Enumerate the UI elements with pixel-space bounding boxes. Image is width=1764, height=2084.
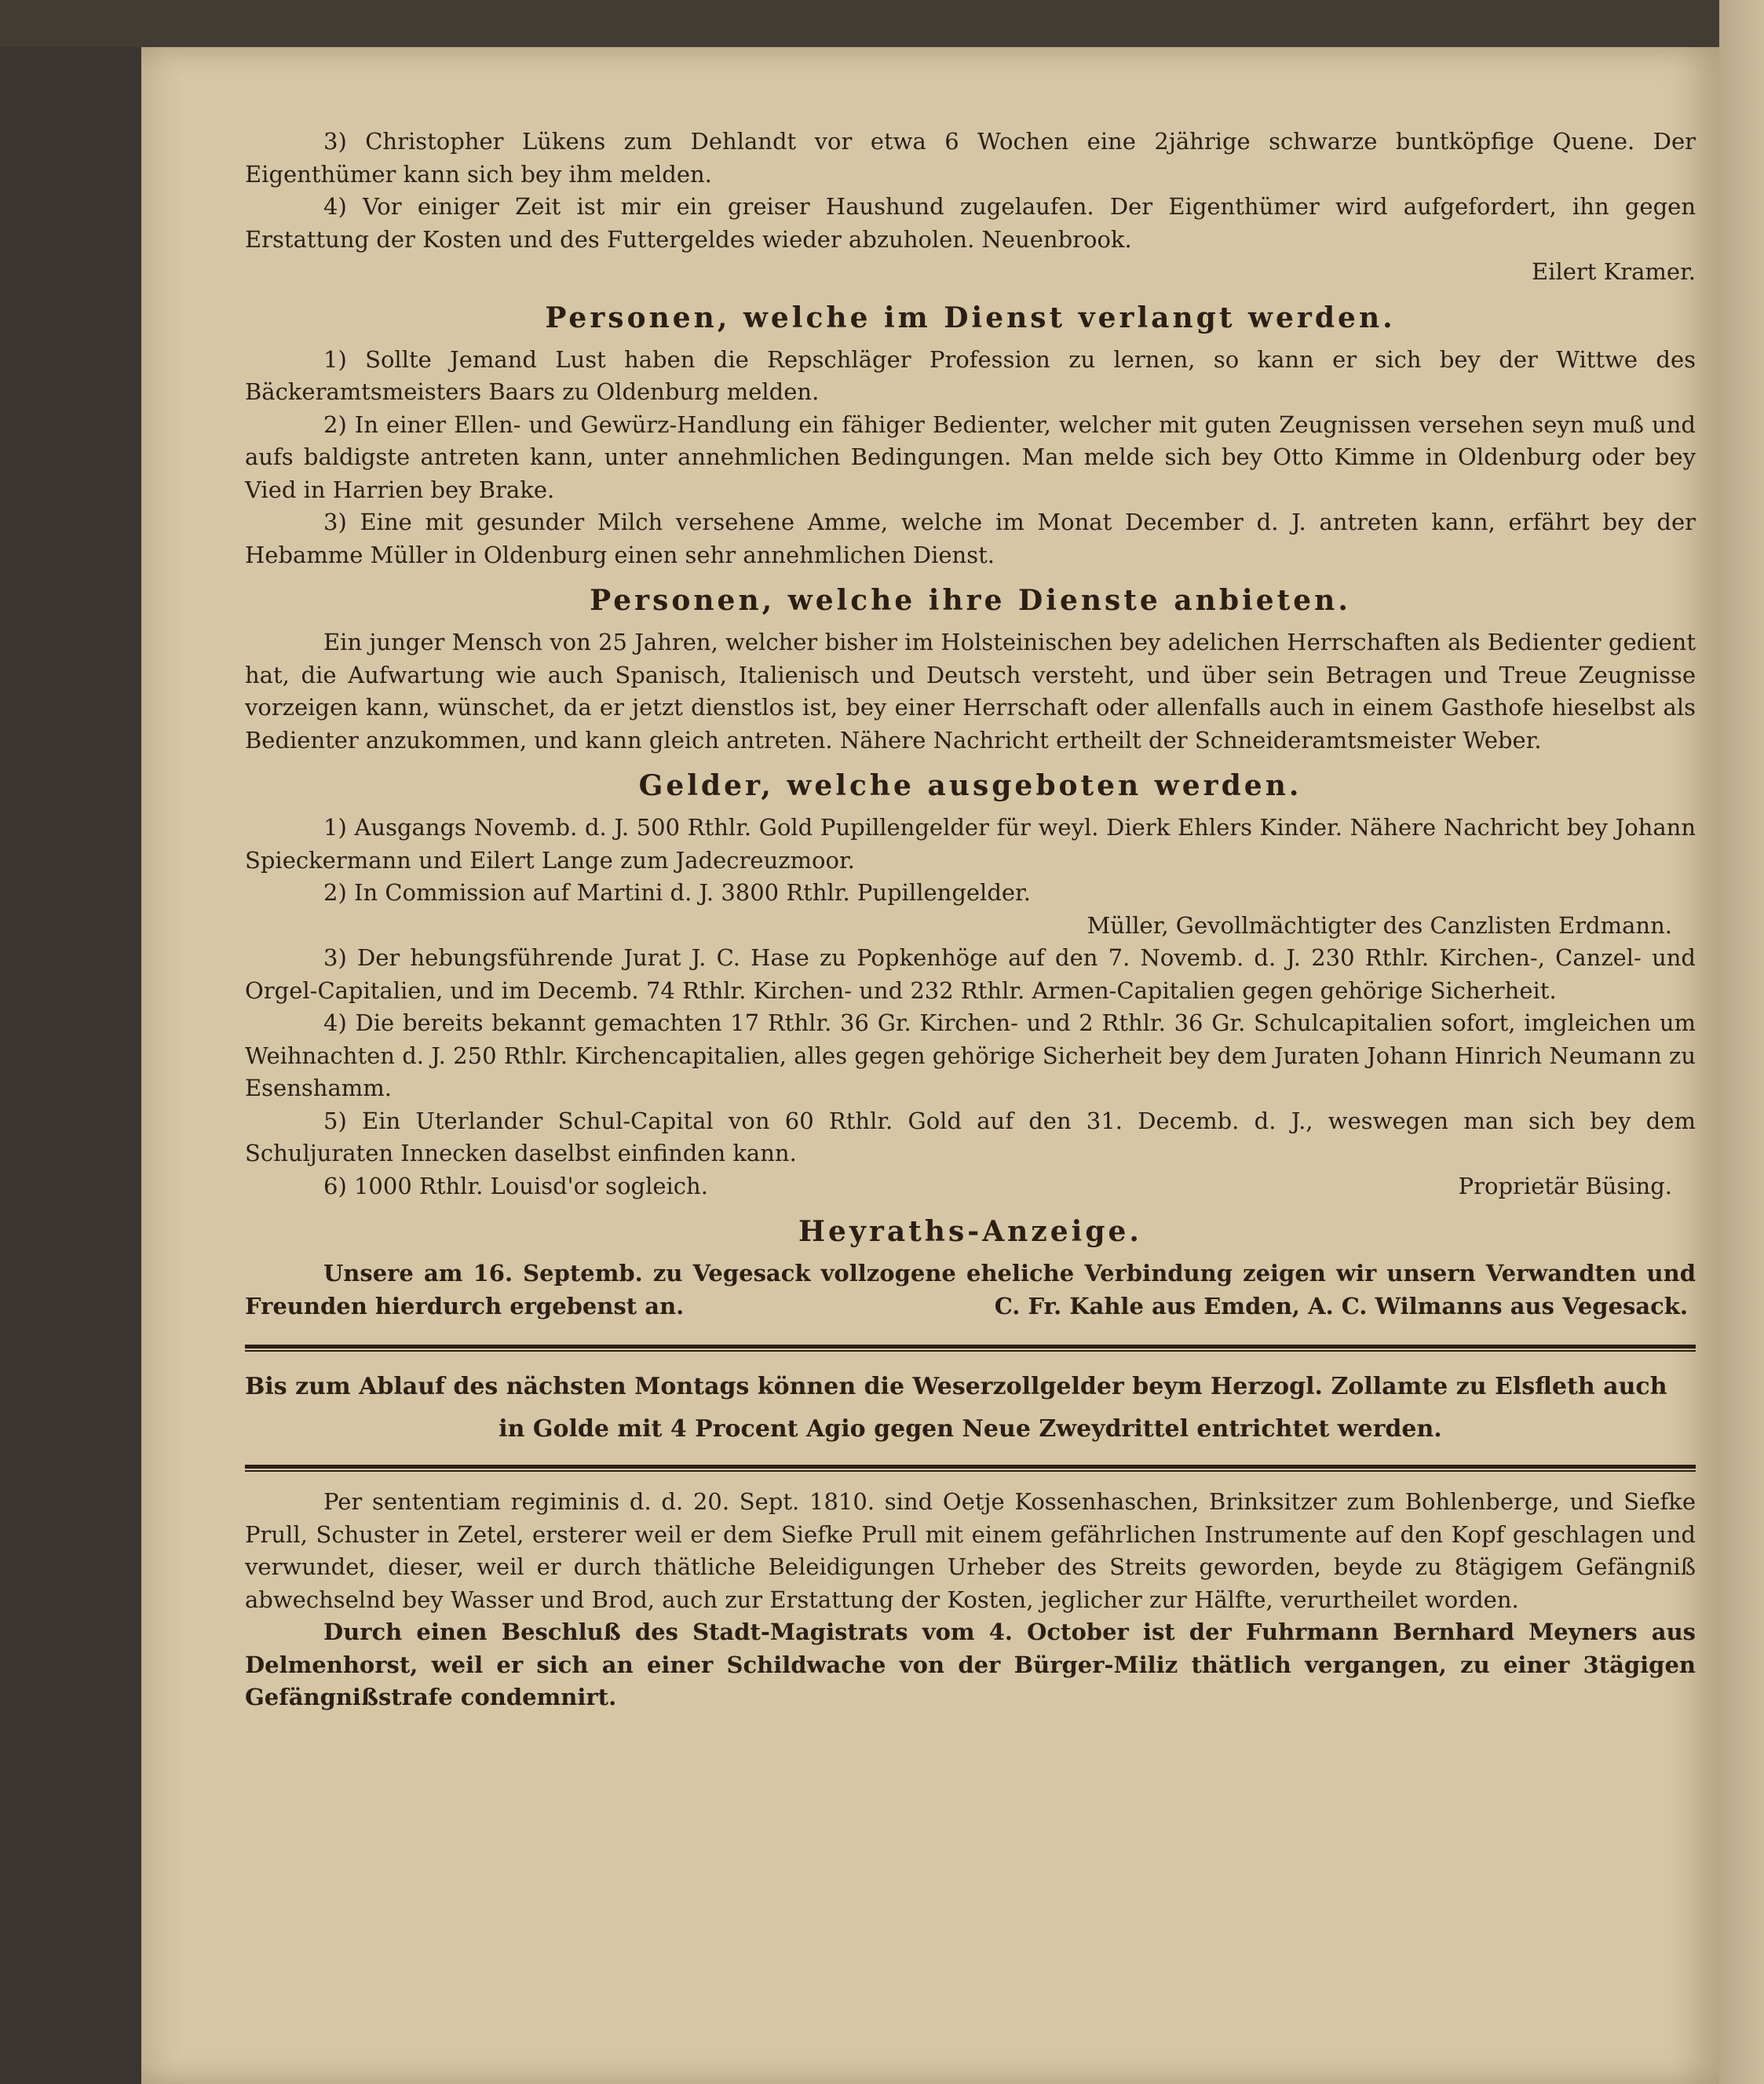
heading-marriage: Heyraths-Anzeige. <box>798 1215 1142 1248</box>
wanted-item-3: 3) Eine mit gesunder Milch versehene Amme, welche im Monat December d. J. antreten kann, erfährt bey der Hebamme Müller in Oldenburg einen sehr annehmlichen Dienst. <box>245 509 1696 568</box>
divider-thick-top <box>245 1345 1696 1349</box>
divider-thin-bottom <box>245 1470 1696 1472</box>
marriage-signature: C. Fr. Kahle aus Emden, A. C. Wilmanns aus Vegesack. <box>994 1292 1688 1319</box>
divider-thin-top <box>245 1350 1696 1352</box>
heading-wanted: Personen, welche im Dienst verlangt werden. <box>545 301 1396 334</box>
next-page-edge <box>1719 0 1764 2084</box>
lost-found-item-4-signature: Eilert Kramer. <box>1532 258 1696 285</box>
marriage-text <box>245 1257 1696 1323</box>
marriage-announcement: Unsere am 16. Septemb. zu Vegesack vollzogene eheliche Verbindung zeigen wir unsern Verwandten und Freunden hierdurch ergebenst an. <box>245 1260 1696 1319</box>
lost-found-item-4-text: 4) Vor einiger Zeit ist mir ein greiser Haushund zugelaufen. Der Eigenthümer wird aufgefordert, ihn gegen Erstattung der Kosten und des Futtergeldes wieder abzuholen. Neuenbrook. <box>245 193 1696 253</box>
money-item-6-signature: Proprietär Büsing. <box>1458 1172 1672 1199</box>
divider-thick-bottom <box>245 1465 1696 1469</box>
money-item-5: 5) Ein Uterlander Schul-Capital von 60 Rthlr. Gold auf den 31. Decemb. d. J., weswegen man sich bey dem Schuljuraten Innecken daselbst einfinden kann. <box>245 1107 1696 1166</box>
verdict-paragraph-1: Per sententiam regiminis d. d. 20. Sept. 1810. sind Oetje Kossenhaschen, Brinksitzer zum Bohlenberge, und Siefke Prull, Schuster in Zetel, ersterer weil er dem Siefke Prull mit einem gefährlichen Instrumente auf den Kopf geschlagen und verwundet, dieser, weil er durch thätliche Beleidigungen Urheber des Streits geworden, beyde zu 8tägigem Gefängniß abwechselnd bey Wasser und Brod, auch zur Erstattung der Kosten, jeglicher zur Hälfte, verurtheilet worden. <box>245 1488 1696 1613</box>
page-content <box>245 126 1696 1714</box>
heading-offering: Personen, welche ihre Dienste anbieten. <box>590 584 1351 617</box>
lost-found-item-3: 3) Christopher Lükens zum Dehlandt vor etwa 6 Wochen eine 2jährige schwarze buntköpfige Quene. Der Eigenthümer kann sich bey ihm melden. <box>245 128 1696 188</box>
wanted-item-2: 2) In einer Ellen- und Gewürz-Handlung ein fähiger Bedienter, welcher mit guten Zeugnissen versehen seyn muß und aufs baldigste antreten kann, unter annehmlichen Bedingungen. Man melde sich bey Otto Kimme in Oldenburg oder bey Vied in Harrien bey Brake. <box>245 411 1696 503</box>
money-item-4: 4) Die bereits bekannt gemachten 17 Rthlr. 36 Gr. Kirchen- und 2 Rthlr. 36 Gr. Schulcapitalien sofort, imgleichen um Weihnachten d. J. 250 Rthlr. Kirchencapitalien, alles gegen gehörige Sicherheit bey dem Juraten Johann Hinrich Neumann zu Esenshamm. <box>245 1009 1696 1101</box>
money-item-3: 3) Der hebungsführende Jurat J. C. Hase zu Popkenhöge auf den 7. Novemb. d. J. 230 Rthlr. Kirchen-, Canzel- und Orgel-Capitalien, und im Decemb. 74 Rthlr. Kirchen- und 232 Rthlr. Armen-Capitalien gegen gehörige Sicherheit. <box>245 944 1696 1004</box>
money-item-2-signature: Müller, Gevollmächtigter des Canzlisten Erdmann. <box>1087 911 1672 939</box>
scan-background <box>0 0 1764 47</box>
lost-found-item-4 <box>245 191 1696 289</box>
verdict-paragraph-2: Durch einen Beschluß des Stadt-Magistrats vom 4. October ist der Fuhrmann Bernhard Meyners aus Delmenhorst, weil er sich an einer Schildwache von der Bürger-Miliz thätlich vergangen, zu einer 3tägigen Gefängnißstrafe condemnirt. <box>245 1619 1696 1710</box>
money-item-2: 2) In Commission auf Martini d. J. 3800 Rthlr. Pupillengelder. <box>323 879 1031 906</box>
notice-line-2: in Golde mit 4 Procent Agio gegen Neue Zweydrittel entrichtet werden. <box>499 1415 1442 1443</box>
heading-money: Gelder, welche ausgeboten werden. <box>638 769 1302 802</box>
offering-text: Ein junger Mensch von 25 Jahren, welcher bisher im Holsteinischen bey adelichen Herrschaften als Bedienter gedient hat, die Aufwartung wie auch Spanisch, Italienisch und Deutsch versteht, und über sein Betragen und Treue Zeugnisse vorzeigen kann, wünschet, da er jetzt dienstlos ist, bey einer Herrschaft oder allenfalls auch in einem Gasthofe hieselbst als Bedienter anzukommen, und kann gleich antreten. Nähere Nachricht ertheilt der Schneideramtsmeister Weber. <box>245 629 1696 754</box>
wanted-item-1: 1) Sollte Jemand Lust haben die Repschläger Profession zu lernen, so kann er sich bey der Wittwe des Bäckeramtsmeisters Baars zu Oldenburg melden. <box>245 345 1696 405</box>
notice-line-1: Bis zum Ablauf des nächsten Montags können die Weserzollgelder beym Herzogl. Zollamte zu Elsfleth auch <box>245 1373 1667 1400</box>
money-item-6 <box>245 1170 1696 1203</box>
money-item-1: 1) Ausgangs Novemb. d. J. 500 Rthlr. Gold Pupillengelder für weyl. Dierk Ehlers Kinder. Nähere Nachricht bey Johann Spieckermann und Eilert Lange zum Jadecreuzmoor. <box>245 814 1696 874</box>
money-item-6-text: 6) 1000 Rthlr. Louisd'or sogleich. <box>323 1172 708 1199</box>
